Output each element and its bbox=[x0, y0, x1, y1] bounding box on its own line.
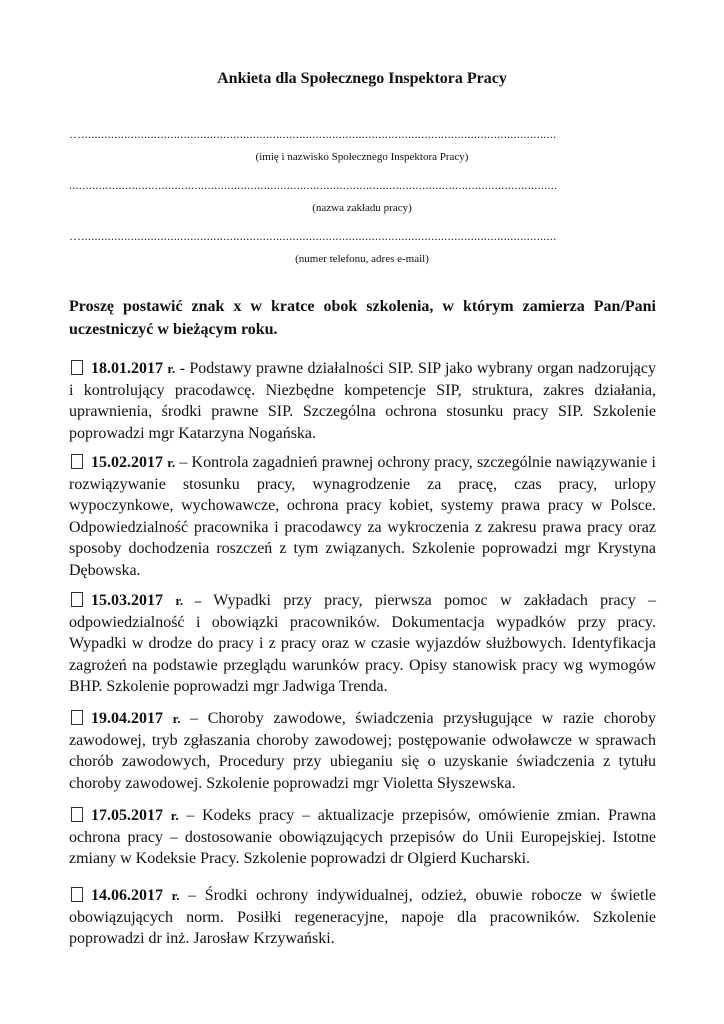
training-date: 15.03.2017 bbox=[91, 592, 163, 609]
training-item bbox=[69, 805, 656, 870]
contact-field-caption: (numer telefonu, adres e-mail) bbox=[295, 253, 429, 265]
training-description: – Kontrola zagadnień prawnej ochrony pracy, szczególnie nawiązywanie i rozwiązywanie stosunku pracy, wynagrodzenie za pracę, czas pracy, urlopy wypoczynkowe, wychowawcze, ochrona pracy kobiet, systemy prawa pracy w Polsce. Odpowiedzialność pracownika i pracodawcy za wykroczenia z zakresu prawa pracy oraz sposoby dochodzenia roszczeń z tym związanych. Szkolenie poprowadzi mgr Krystyna Dębowska. bbox=[69, 454, 657, 579]
training-date-suffix: r. bbox=[170, 808, 179, 823]
contact-field-line[interactable]: …................................................................................................................................................ bbox=[69, 229, 557, 243]
training-date: 19.04.2017 bbox=[91, 710, 163, 727]
training-checkbox-4[interactable] bbox=[71, 807, 83, 822]
training-checkbox-3[interactable] bbox=[71, 710, 83, 725]
training-checkbox-2[interactable] bbox=[71, 592, 83, 607]
training-date-suffix: r. bbox=[171, 888, 180, 903]
training-checkbox-0[interactable] bbox=[71, 360, 83, 375]
training-item bbox=[69, 452, 656, 581]
instruction-text: Proszę postawić znak x w kratce obok szkolenia, w którym zamierza Pan/Pani uczestniczyć w bieżącym roku. bbox=[69, 298, 656, 338]
training-date: 15.02.2017 bbox=[91, 454, 163, 471]
training-item bbox=[69, 358, 656, 444]
training-description: Wypadki przy pracy, pierwsza pomoc w zakładach pracy – odpowiedzialność i obowiązki pracowników. Dokumentacja wypadków przy pracy. Wypadki w drodze do pracy i z pracy oraz w czasie wyjazdów służbowych. Identyfikacja zagrożeń na podstawie przeglądu warunków pracy. Opisy stanowisk pracy wg wymogów BHP. Szkolenie poprowadzi mgr Jadwiga Trenda. bbox=[69, 592, 657, 695]
name-field-line[interactable]: …................................................................................................................................................ bbox=[69, 127, 557, 141]
training-item bbox=[69, 590, 656, 698]
training-date-suffix: r. bbox=[172, 711, 181, 726]
name-field-caption: (imię i nazwisko Społecznego Inspektora Pracy) bbox=[255, 151, 469, 163]
workplace-field-caption: (nazwa zakładu pracy) bbox=[312, 202, 412, 214]
document-title: Ankieta dla Społecznego Inspektora Pracy bbox=[217, 70, 507, 87]
training-description: – Choroby zawodowe, świadczenia przysługujące w razie choroby zawodowej, tryb zgłaszania choroby zawodowej; postępowanie odwoławcze w sprawach chorób zawodowych, Procedury przy ubieganiu się o uzyskanie świadczenia z tytułu choroby zawodowej. Szkolenie poprowadzi mgr Violetta Słyszewska. bbox=[69, 710, 657, 792]
training-date: 14.06.2017 bbox=[91, 887, 163, 904]
training-date-suffix: r. bbox=[167, 455, 176, 470]
training-item bbox=[69, 885, 656, 950]
training-description: - Podstawy prawne działalności SIP. SIP jako wybrany organ nadzorujący i kontrolujący pracodawcę. Niezbędne kompetencje SIP, struktura, zakres działania, uprawnienia, środki prawne SIP. Szczególna ochrona stosunku pracy SIP. Szkolenie poprowadzi mgr Katarzyna Nogańska. bbox=[69, 360, 657, 442]
training-date: 18.01.2017 bbox=[91, 360, 163, 377]
workplace-field-line[interactable]: .................................................................................................................................................... bbox=[69, 178, 558, 192]
training-checkbox-1[interactable] bbox=[71, 454, 83, 469]
training-item bbox=[69, 708, 656, 794]
training-date-suffix: r. – bbox=[175, 593, 202, 608]
training-date: 17.05.2017 bbox=[91, 807, 163, 824]
training-date-suffix: r. bbox=[167, 361, 176, 376]
training-description: – Kodeks pracy – aktualizacje przepisów, omówienie zmian. Prawna ochrona pracy – dostosowanie obowiązujących przepisów do Unii Europejskiej. Istotne zmiany w Kodeksie Pracy. Szkolenie poprowadzi dr Olgierd Kucharski. bbox=[69, 807, 656, 867]
training-description: – Środki ochrony indywidualnej, odzież, obuwie robocze w świetle obowiązujących norm. Posiłki regeneracyjne, napoje dla pracowników. Szkolenie poprowadzi dr inż. Jarosław Krzywański. bbox=[69, 887, 657, 947]
training-checkbox-5[interactable] bbox=[71, 887, 83, 902]
